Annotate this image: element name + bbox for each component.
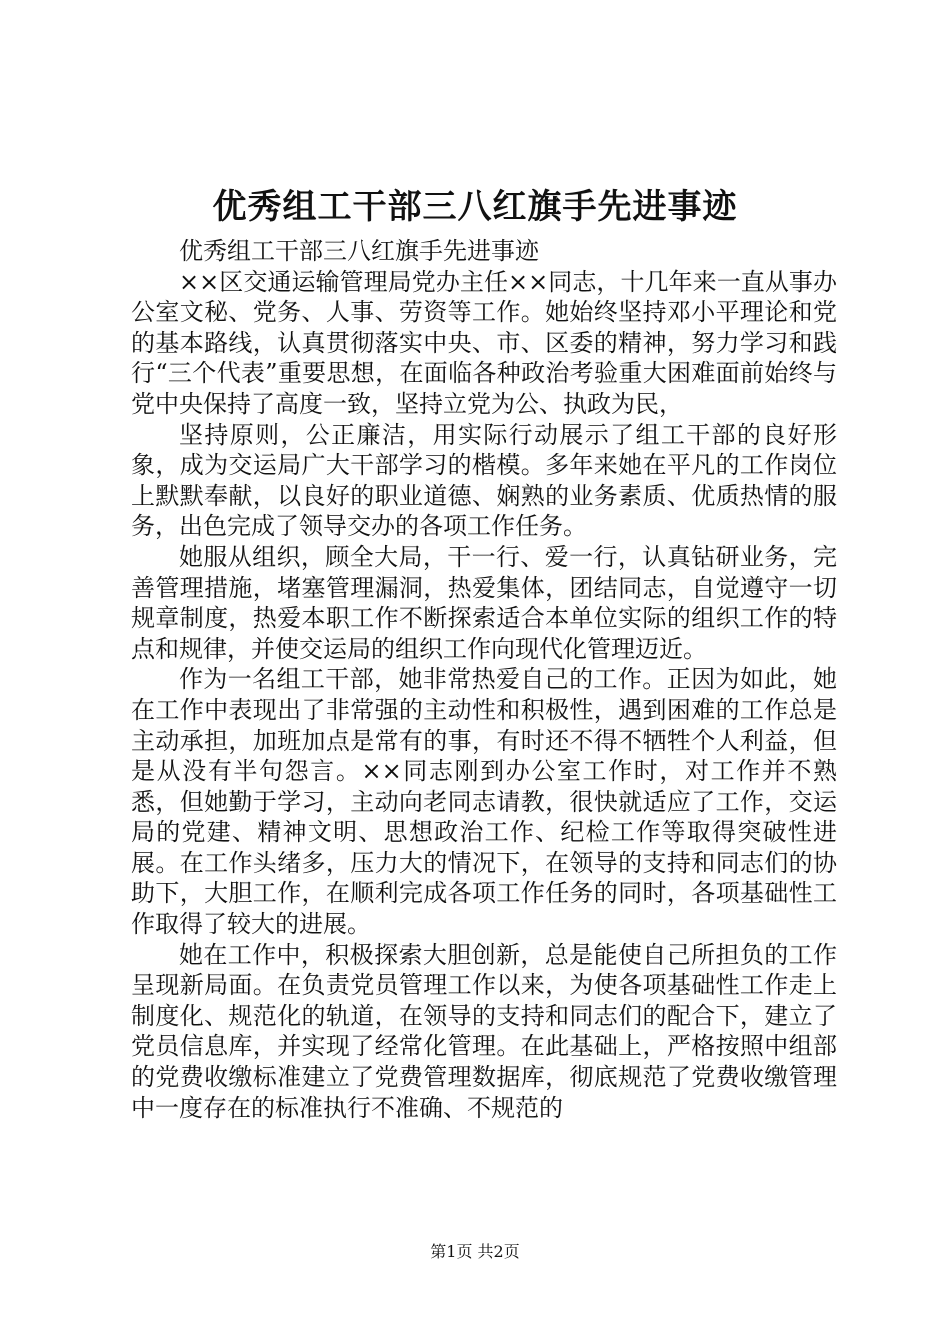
page-number-footer: 第1页 共2页 [430, 1242, 520, 1261]
paragraph: 她服从组织，顾全大局，干一行、爱一行，认真钻研业务，完善管理措施，堵塞管理漏洞，热爱集体，团结同志，自觉遵守一切规章制度，热爱本职工作不断探索适合本单位实际的组织工作的特点和规律，并使交运局的组织工作向现代化管理迈近。 [131, 542, 837, 663]
paragraph: 她在工作中，积极探索大胆创新，总是能使自己所担负的工作呈现新局面。在负责党员管理工作以来，为使各项基础性工作走上制度化、规范化的轨道，在领导的支持和同志们的配合下，建立了党员信息库，并实现了经常化管理。在此基础上，严格按照中组部的党费收缴标准建立了党费管理数据库，彻底规范了党费收缴管理中一度存在的标准执行不准确、不规范的 [131, 940, 837, 1122]
paragraph: 作为一名组工干部，她非常热爱自己的工作。正因为如此，她在工作中表现出了非常强的主动性和积极性，遇到困难的工作总是主动承担，加班加点是常有的事，有时还不得不牺牲个人利益，但是从没有半句怨言。××同志刚到办公室工作时，对工作并不熟悉，但她勤于学习，主动向老同志请教，很快就适应了工作，交运局的党建、精神文明、思想政治工作、纪检工作等取得突破性进展。在工作头绪多，压力大的情况下，在领导的支持和同志们的协助下，大胆工作，在顺利完成各项工作任务的同时，各项基础性工作取得了较大的进展。 [131, 665, 837, 939]
paragraph-subtitle: 优秀组工干部三八红旗手先进事迹 [179, 237, 539, 265]
paragraph: 坚持原则，公正廉洁，用实际行动展示了组工干部的良好形象，成为交运局广大干部学习的楷模。多年来她在平凡的工作岗位上默默奉献，以良好的职业道德、娴熟的业务素质、优质热情的服务，出色完成了领导交办的各项工作任务。 [131, 420, 837, 541]
paragraph: ××区交通运输管理局党办主任××同志，十几年来一直从事办公室文秘、党务、人事、劳资等工作。她始终坚持邓小平理论和党的基本路线，认真贯彻落实中央、市、区委的精神，努力学习和践行“三个代表”重要思想，在面临各种政治考验重大困难面前始终与党中央保持了高度一致，坚持立党为公、执政为民， [131, 267, 837, 418]
document-title: 优秀组工干部三八红旗手先进事迹 [212, 187, 738, 227]
document-body [131, 236, 837, 1123]
